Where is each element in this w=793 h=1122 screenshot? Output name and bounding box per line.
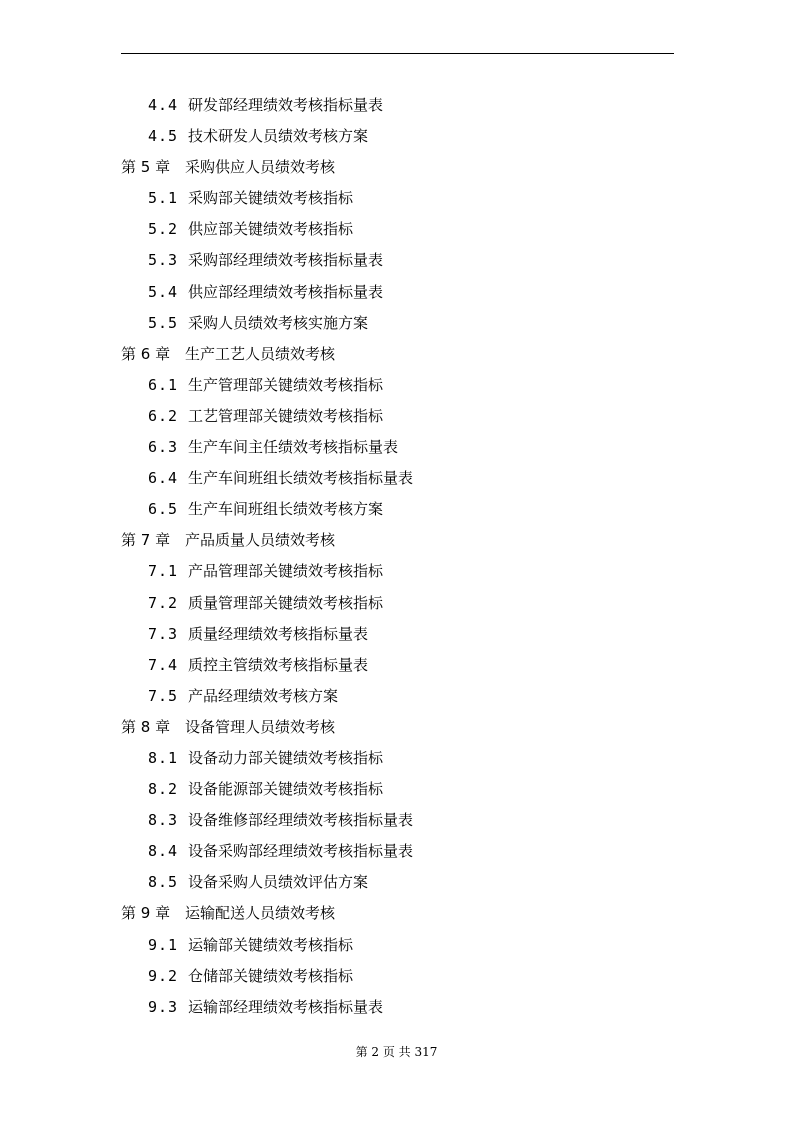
toc-entry-number: 4.4 (148, 96, 179, 114)
toc-section-entry[interactable] (0, 432, 793, 463)
toc-entry-number: 7.5 (148, 686, 179, 705)
toc-chapter-entry[interactable] (0, 712, 793, 743)
toc-entry-number: 9.1 (148, 935, 179, 954)
toc-entry-title: 设备维修部经理绩效考核指标量表 (188, 811, 414, 830)
toc-section-entry[interactable] (0, 370, 793, 401)
toc-entry-number: 第 7 章 (121, 531, 171, 550)
toc-section-entry[interactable] (0, 619, 793, 650)
toc-entry-title: 设备管理人员绩效考核 (185, 717, 336, 736)
toc-section-entry[interactable] (0, 681, 793, 712)
toc-entry-number: 8.4 (148, 842, 179, 861)
toc-entry-title: 生产车间班组长绩效考核方案 (188, 500, 384, 519)
toc-section-entry[interactable] (0, 245, 793, 276)
toc-entry-title: 生产车间主任绩效考核指标量表 (188, 438, 399, 457)
toc-entry-title: 采购人员绩效考核实施方案 (188, 313, 369, 332)
page-footer: 第 2 页 共 317 (355, 1045, 438, 1059)
toc-section-entry[interactable] (0, 463, 793, 494)
toc-entry-number: 9.2 (148, 966, 179, 985)
toc-entry-title: 质量经理绩效考核指标量表 (188, 624, 369, 643)
toc-section-entry[interactable] (0, 556, 793, 587)
toc-entry-number: 4.5 (148, 127, 179, 146)
toc-entry-title: 设备采购部经理绩效考核指标量表 (188, 842, 414, 861)
toc-entry-title: 采购部关键绩效考核指标 (188, 189, 354, 208)
toc-entry-title: 采购供应人员绩效考核 (185, 158, 336, 177)
toc-section-entry[interactable] (0, 805, 793, 836)
toc-entry-title: 工艺管理部关键绩效考核指标 (188, 406, 384, 425)
toc-entry-title: 产品管理部关键绩效考核指标 (188, 562, 384, 581)
toc-chapter-entry[interactable] (0, 339, 793, 370)
toc-entry-number: 5.1 (148, 189, 179, 208)
toc-section-entry[interactable] (0, 494, 793, 525)
toc-section-entry[interactable] (0, 308, 793, 339)
toc-entry-number: 5.4 (148, 282, 179, 301)
toc-entry-number: 5.5 (148, 313, 179, 332)
toc-entry-title: 生产工艺人员绩效考核 (185, 344, 336, 363)
toc-entry-number: 5.2 (148, 220, 179, 239)
toc-entry-title: 生产管理部关键绩效考核指标 (188, 375, 384, 394)
toc-entry-number: 第 6 章 (121, 344, 171, 363)
toc-entry-title: 生产车间班组长绩效考核指标量表 (188, 469, 414, 488)
toc-section-entry[interactable] (0, 836, 793, 867)
toc-section-entry[interactable] (0, 867, 793, 898)
toc-entry-title: 设备能源部关键绩效考核指标 (188, 780, 384, 799)
toc-entry-number: 8.2 (148, 780, 179, 799)
header-rule (121, 53, 674, 54)
toc-entry-title: 采购部经理绩效考核指标量表 (188, 251, 384, 270)
toc-entry-title: 设备动力部关键绩效考核指标 (188, 748, 384, 767)
toc-section-entry[interactable] (0, 930, 793, 961)
toc-entry-number: 6.4 (148, 469, 179, 488)
toc-section-entry[interactable] (0, 401, 793, 432)
toc-chapter-entry[interactable] (0, 898, 793, 929)
toc-entry-title: 运输配送人员绩效考核 (185, 904, 336, 923)
toc-entry-number: 5.3 (148, 251, 179, 270)
toc-section-entry[interactable] (0, 650, 793, 681)
toc-entry-title: 设备采购人员绩效评估方案 (188, 873, 369, 892)
toc-section-entry[interactable] (0, 277, 793, 308)
toc-entry-title: 质控主管绩效考核指标量表 (188, 655, 369, 674)
toc-section-entry[interactable] (0, 961, 793, 992)
toc-entry-number: 7.1 (148, 562, 179, 581)
toc-entry-number: 8.5 (148, 873, 179, 892)
toc-entry-title: 供应部经理绩效考核指标量表 (188, 282, 384, 301)
toc-entry-number: 6.5 (148, 500, 179, 519)
toc-entry-number: 6.2 (148, 406, 179, 425)
toc-section-entry[interactable] (0, 588, 793, 619)
toc-entry-number: 8.1 (148, 748, 179, 767)
toc-entry-number: 7.4 (148, 655, 179, 674)
toc-entry-title: 产品经理绩效考核方案 (188, 686, 339, 705)
toc-chapter-entry[interactable] (0, 152, 793, 183)
toc-entry-number: 6.1 (148, 375, 179, 394)
toc-section-entry[interactable] (0, 992, 793, 1023)
toc-section-entry[interactable] (0, 774, 793, 805)
toc-entry-title: 研发部经理绩效考核指标量表 (188, 96, 384, 114)
toc-section-entry[interactable] (0, 743, 793, 774)
toc-entry-title: 运输部关键绩效考核指标 (188, 935, 354, 954)
toc-section-entry[interactable] (0, 121, 793, 152)
toc-entry-title: 供应部关键绩效考核指标 (188, 220, 354, 239)
toc-entry-title: 质量管理部关键绩效考核指标 (188, 593, 384, 612)
toc-entry-title: 产品质量人员绩效考核 (185, 531, 336, 550)
toc-entry-title: 仓储部关键绩效考核指标 (188, 966, 354, 985)
toc-chapter-entry[interactable] (0, 525, 793, 556)
toc-entry-number: 第 9 章 (121, 904, 171, 923)
toc-entry-number: 6.3 (148, 438, 179, 457)
toc-section-entry[interactable] (0, 183, 793, 214)
table-of-contents (0, 90, 793, 1023)
toc-entry-number: 7.3 (148, 624, 179, 643)
toc-entry-number: 8.3 (148, 811, 179, 830)
toc-entry-number: 9.3 (148, 997, 179, 1016)
toc-entry-number: 7.2 (148, 593, 179, 612)
toc-section-entry[interactable] (0, 90, 793, 121)
toc-entry-title: 技术研发人员绩效考核方案 (188, 127, 369, 146)
toc-entry-title: 运输部经理绩效考核指标量表 (188, 997, 384, 1016)
toc-entry-number: 第 8 章 (121, 717, 171, 736)
toc-section-entry[interactable] (0, 214, 793, 245)
toc-entry-number: 第 5 章 (121, 158, 171, 177)
